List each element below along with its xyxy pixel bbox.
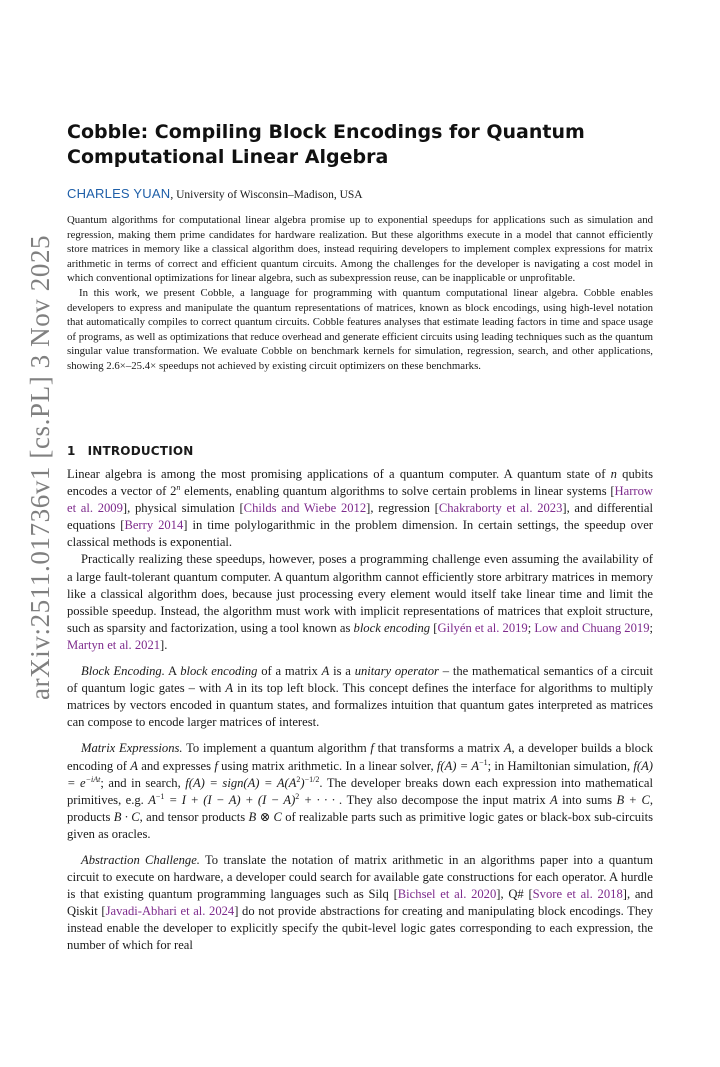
citation-link[interactable]: Javadi-Abhari et al. 2024 [105,904,235,919]
abstract-paragraph-2: In this work, we present Cobble, a language for programming with quantum computational linear algebra. Cobble enables developers to express and manipulate the quantum representations of matrices, known as block encodings, using high-level notation that automatically compiles to correct quantum circuits. Cobble features analyses that estimate leading factors in time and space usage of programs, as well as optimizations that reduce overhead and generate efficient circuits using leading techniques such as the quantum singular value transformation. We evaluate Cobble on benchmark kernels for simulation, regression, search, and other applications, showing 2.6×–25.4× speedups not achieved by existing circuit optimizers on these benchmarks. [67,286,653,372]
body-paragraph-matrix-expressions: Matrix Expressions. To implement a quantum algorithm f that transforms a matrix A, a developer builds a block encoding of A and expresses f using matrix arithmetic. In a linear solver, $f(A) = A^{-1}$; in Hamiltonian simulation, $f(A) = e^{-iAt}$; and in search, f(A) = sign(A) = $A(A^2)^{-1/2}$. The developer breaks down each expression into mathematical primitives, e.g. $A^{-1} = I + (I - A) + (I - A)^2$ + · · · . They also decompose the input matrix A into sums B + C, products B · C, and tensor products B ⊗ C of realizable parts such as primitive logic gates or black-box sub-circuits given as oracles. [67,741,654,841]
author-line [67,186,653,203]
paper-title: Cobble: Compiling Block Encodings for Quantum Computational Linear Algebra [67,121,585,168]
citation-link[interactable]: Childs and Wiebe 2012 [243,501,367,516]
author-affiliation: , University of Wisconsin–Madison, USA [170,189,363,201]
citation-link[interactable]: Bichsel et al. 2020 [397,887,497,902]
paragraph-title: Block Encoding. [81,664,165,679]
body-paragraph-1: Linear algebra is among the most promising applications of a quantum computer. A quantum state of n qubits encodes a vector of 2$^n$ elements, enabling quantum algorithms to solve certain problems in linear systems [Harrow et al. 2009], physical simulation [Childs and Wiebe 2012], regression [Chakraborty et al. 2023], and differential equations [Berry 2014] in time polylogarithmic in the problem dimension. In certain settings, the speedup over classical methods is exponential. [67,467,654,550]
author-name: CHARLES YUAN [67,186,171,201]
body-paragraph-2: Practically realizing these speedups, however, poses a programming challenge even assuming the availability of a large fault-tolerant quantum computer. A quantum algorithm cannot efficiently store arbitrary matrices in memory like a classical algorithm does, because just processing every element would itself take linear time and limit the possible speedup. Instead, the algorithm must work with implicit representations of matrices that exploit structure, such as sparsity and factorization, using a tool known as block encoding [Gilyén et al. 2019; Low and Chuang 2019; Martyn et al. 2021]. [67,552,653,652]
citation-link[interactable]: Berry 2014 [124,518,184,533]
paragraph-title: Matrix Expressions. [81,741,183,756]
section-title: INTRODUCTION [87,444,194,458]
abstract-paragraph-1: Quantum algorithms for computational linear algebra promise up to exponential speedups for applications such as simulation and regression, making them prime candidates for hardware realization. But these algorithms execute in a model that cannot efficiently store matrices in memory like a classical algorithm does, instead requiring developers to implement complex expressions for matrix arithmetic in terms of correct and efficient quantum circuits. Among the challenges for the developer is navigating a cost model in which conventional optimizations for linear algebra, such as subexpression reuse, can be inapplicable or unprofitable. [67,214,653,285]
citation-link[interactable]: Harrow et al. 2009 [67,484,654,516]
section-number: 1 [67,444,76,458]
body-paragraph-abstraction-challenge: Abstraction Challenge. To translate the notation of matrix arithmetic in an algorithms paper into a quantum circuit to execute on hardware, a developer could search for available gate constructions for each operator. A hurdle is that existing quantum programming languages such as Silq [Bichsel et al. 2020], Q# [Svore et al. 2018], and Qiskit [Javadi-Abhari et al. 2024] do not provide abstractions for creating and manipulating block encodings. They instead enable the developer to explicitly specify the qubit-level logic gates corresponding to each expression, the number of which for real [67,852,654,953]
abstract [67,213,653,374]
citation-link[interactable]: Chakraborty et al. 2023 [438,501,563,516]
citation-link[interactable]: Gilyén et al. 2019 [437,620,528,635]
body-paragraph-block-encoding: Block Encoding. A block encoding of a matrix A is a unitary operator – the mathematical semantics of a circuit of quantum logic gates – with A in its top left block. This concept defines the interface for algorithms to multiply matrices by vectors encoded in quantum states, and formalizes intuition that quantum gates interpreted as matrices can compose to encode larger matrices of interest. [67,664,654,730]
citation-link[interactable]: Low and Chuang 2019 [534,620,650,635]
citation-link[interactable]: Martyn et al. 2021 [67,637,161,652]
section-heading [67,444,653,458]
paragraph-title: Abstraction Challenge. [81,852,200,867]
arxiv-identifier-stamp: arXiv:2511.01736v1 [cs.PL] 3 Nov 2025 [25,234,55,700]
citation-link[interactable]: Svore et al. 2018 [532,887,623,902]
body-text [67,466,653,955]
